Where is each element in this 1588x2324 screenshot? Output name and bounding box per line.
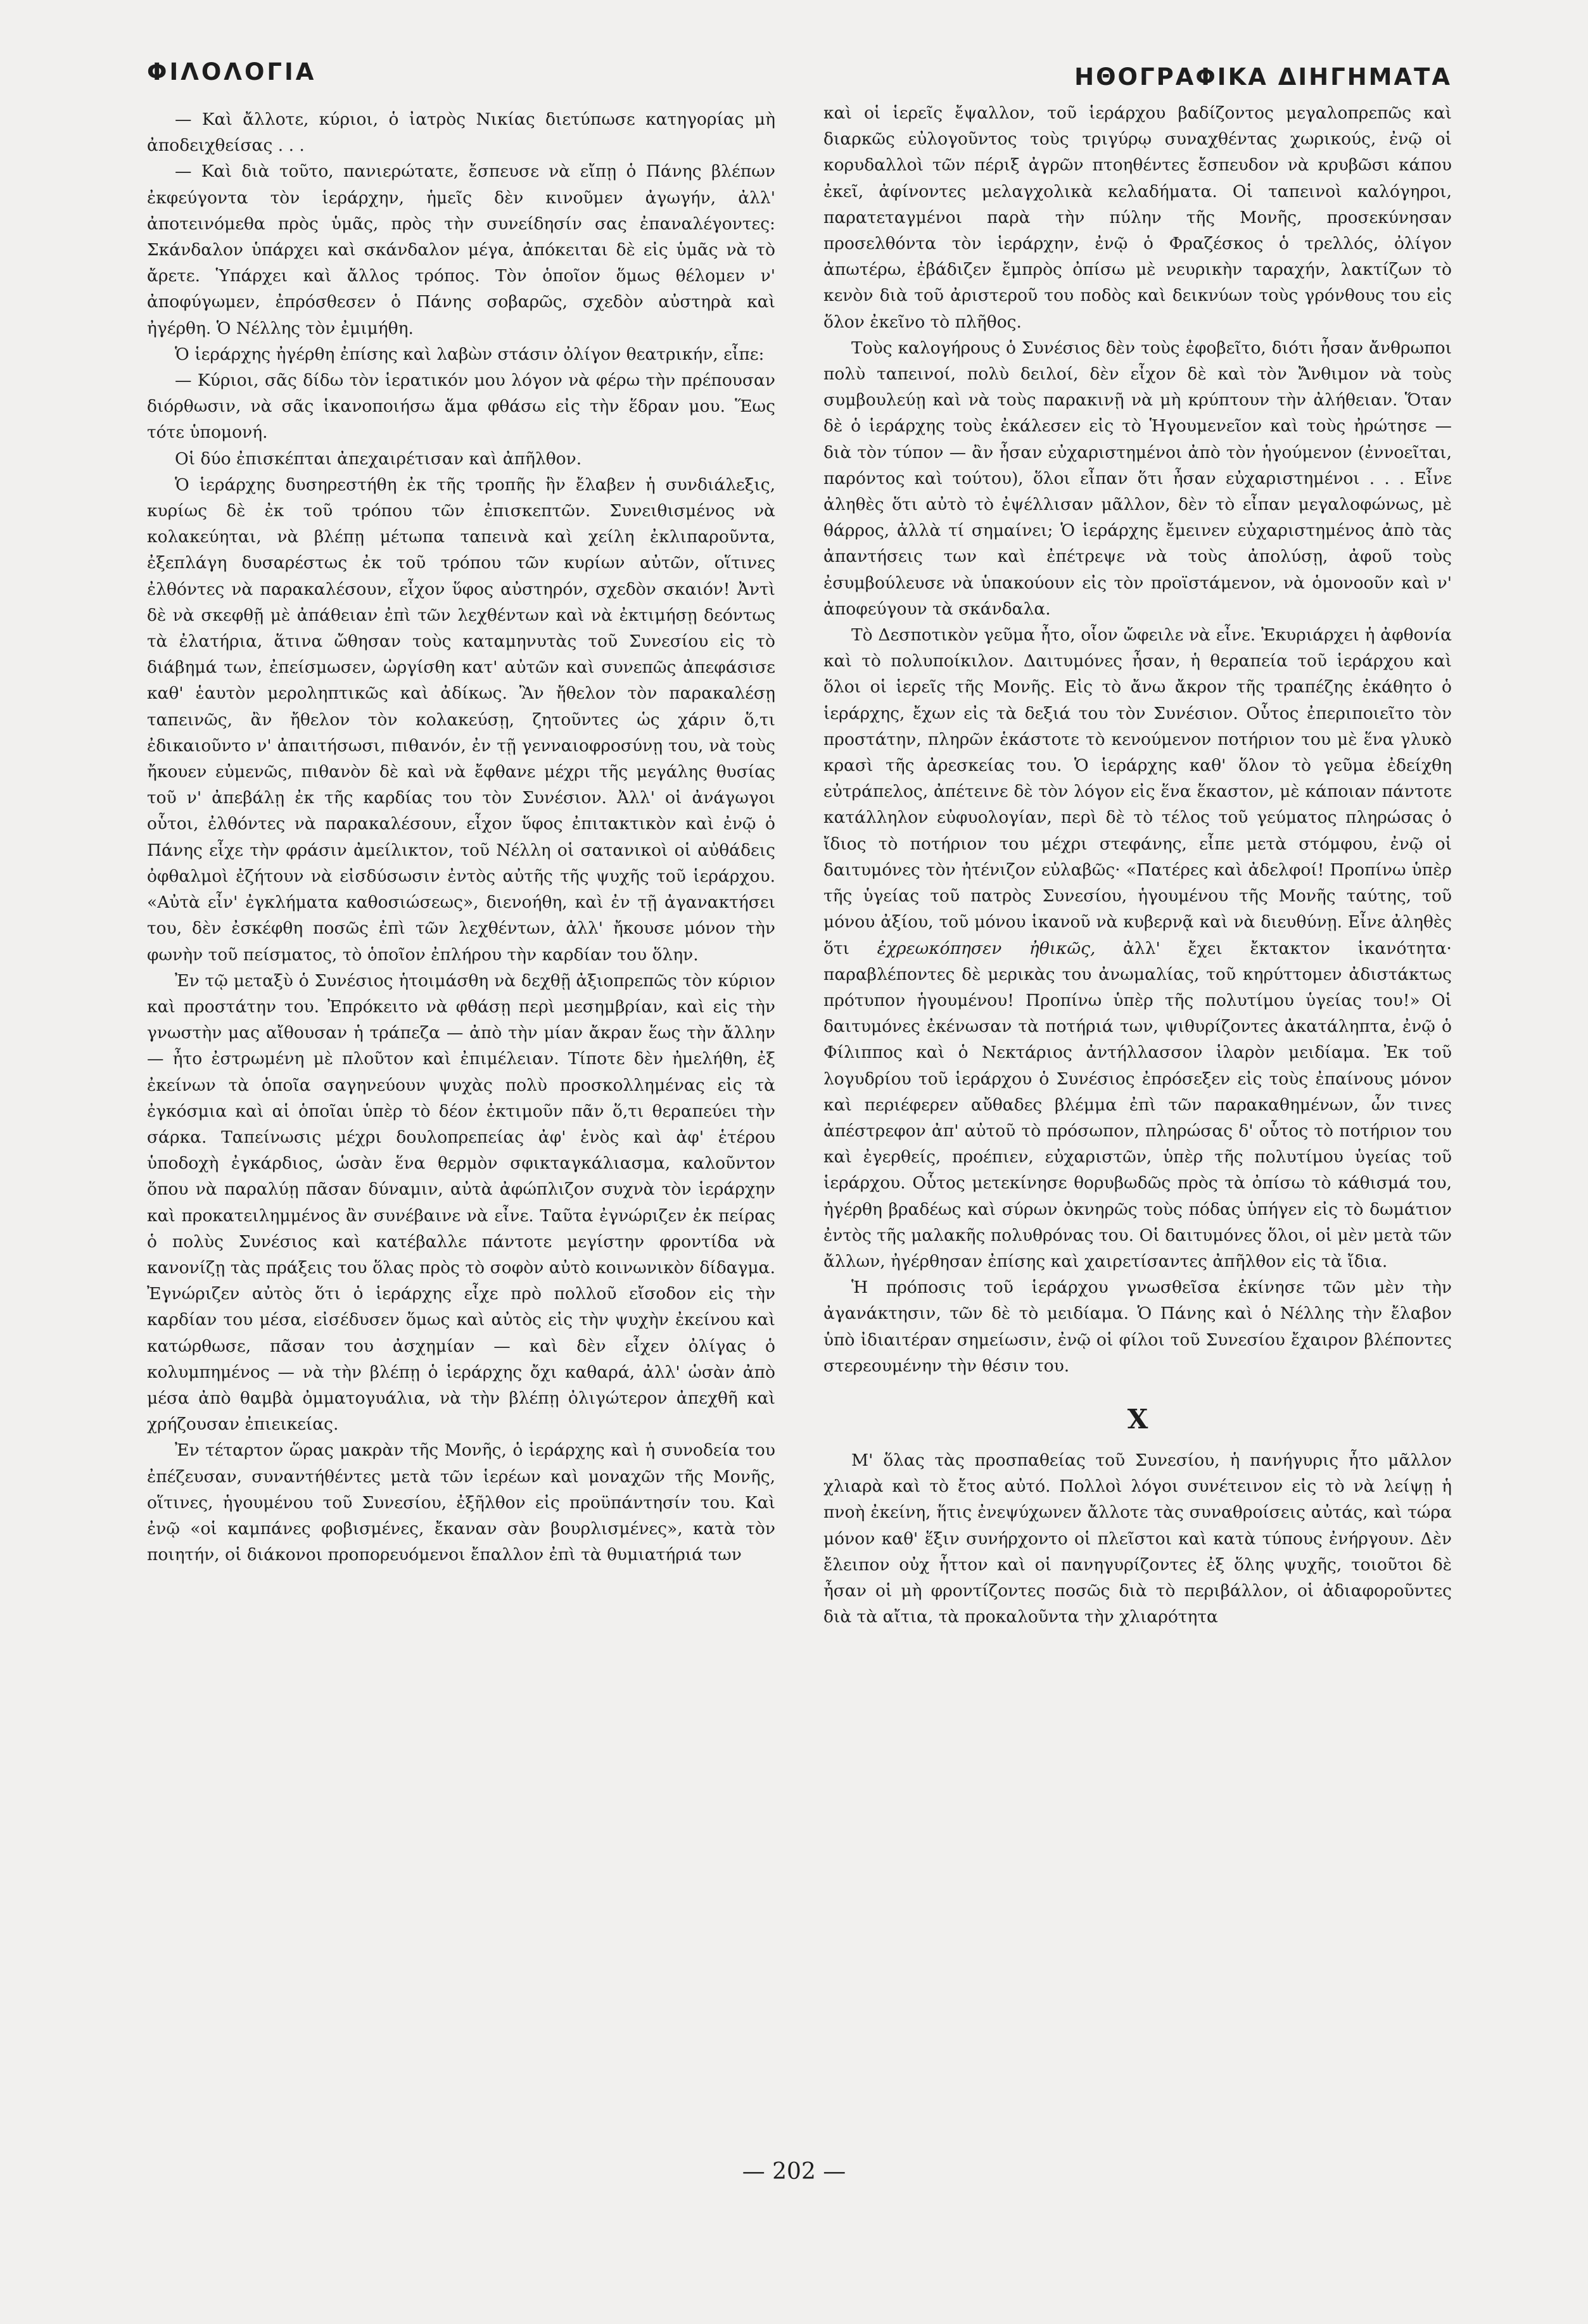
paragraph xyxy=(823,622,1452,1274)
right-text-column xyxy=(823,100,1452,1630)
left-text-column xyxy=(147,106,775,1568)
paragraph: Οἱ δύο ἐπισκέπται ἀπεχαιρέτισαν καὶ ἀπῆλθον. xyxy=(175,448,582,469)
paragraph-text: Τὸ Δεσποτικὸν γεῦμα ἦτο, οἷον ὤφειλε νὰ εἶνε. Ἐκυριάρχει ἡ ἀφθονία καὶ τὸ πολυποίκιλον. Δαιτυμόνες ἦσαν, ἡ θεραπεία τοῦ ἱεράρχου καὶ ὅλοι οἱ ἱερεῖς τῆς Μονῆς. Εἰς τὸ ἄνω ἄκρον τῆς τραπέζης ἐκάθητο ὁ ἱεράρχης, ἔχων εἰς τὰ δεξιά του τὸν Συνέσιον. Οὗτος ἐπεριποιεῖτο τὸν προστάτην, πληρῶν ἑκάστοτε τὸ κενούμενον ποτήριον του μὲ ἕνα γλυκὸ κρασὶ τῆς ἀρεσκείας του. Ὁ ἱεράρχης καθ' ὅλον τὸ γεῦμα ἐδείχθη εὐτράπελος, ἀπέτεινε δὲ τὸν λόγον εἰς ἕνα ἕκαστον, μὲ κάποιαν πάντοτε κατάλληλον εὐφυολογίαν, περὶ δὲ τὸ τέλος τοῦ γεύματος πληρώσας ὁ ἴδιος τὸ ποτήριον του μέχρι στεφάνης, εἶπε μετὰ στόμφου, ἐνῷ οἱ δαιτυμόνες τὸν ἠτένιζον εὐλαβῶς· «Πατέρες καὶ ἀδελφοί! Προπίνω ὑπὲρ τῆς ὑγείας τοῦ πατρὸς Συνεσίου, ἡγουμένου τῆς Μονῆς ταύτης, τοῦ μόνου ἀξίου, τοῦ μόνου ἱκανοῦ νὰ κυβερνᾷ καὶ νὰ διευθύνῃ. Εἶνε ἀληθὲς ὅτι xyxy=(823,625,1452,958)
page-number: — 202 — xyxy=(742,2159,846,2185)
paragraph: Ἐν τῷ μεταξὺ ὁ Συνέσιος ἡτοιμάσθη νὰ δεχθῇ ἀξιοπρεπῶς τὸν κύριον καὶ προστάτην του. Ἐπρόκειτο νὰ φθάσῃ περὶ μεσημβρίαν, καὶ εἰς τὴν γνωστὴν μας αἴθουσαν ἡ τράπεζα — ἀπὸ τὴν μίαν ἄκραν ἕως τὴν ἄλλην — ἦτο ἐστρωμένη μὲ πλοῦτον καὶ ἐπιμέλειαν. Τίποτε δὲν ἠμελήθη, ἐξ ἐκείνων τὰ ὁποῖα σαγηνεύουν ψυχὰς πολὺ προσκολλημένας εἰς τὰ ἐγκόσμια καὶ αἱ ὁποῖαι ὑπὲρ τὸ δέον ἐκτιμοῦν πᾶν ὅ,τι θεραπεύει τὴν σάρκα. Ταπείνωσις μέχρι δουλοπρεπείας ἀφ' ἑνὸς καὶ ἀφ' ἑτέρου ὑποδοχὴ ἐγκάρδιος, ὡσὰν ἕνα θερμὸν σφικταγκάλιασμα, καλοῦντον ὅπου νὰ παραλύῃ πᾶσαν δύναμιν, αὐτὰ ἀφώπλιζον συχνὰ τὸν ἱεράρχην καὶ προκατειλημμένος ἂν συνέβαινε νὰ εἶνε. Ταῦτα ἐγνώριζεν ἐκ πείρας ὁ πολὺς Συνέσιος καὶ κατέβαλλε πάντοτε μεγίστην φροντίδα νὰ κανονίζῃ τὰς πράξεις του ὅλας πρὸς τὸ σοφὸν αὐτὸ κοινωνικὸν δίδαγμα. Ἐγνώριζεν αὐτὸς ὅτι ὁ ἱεράρχης εἶχε πρὸ πολλοῦ εἴσοδον εἰς τὴν καρδίαν του μέσα, εἰσέδυσεν ὅμως καὶ αὐτὸς εἰς τὴν ψυχὴν ἐκείνου καὶ κατώρθωσε, πᾶσαν του ἀσχημίαν — καὶ δὲν εἶχεν ὀλίγας ὁ κολυμπημένος — νὰ τὴν βλέπῃ ὁ ἱεράρχης ὄχι καθαρά, ἀλλ' ὡσὰν ἀπὸ μέσα ἀπὸ θαμβὰ ὀμματογυάλια, νὰ τὴν βλέπῃ ὀλιγώτερον ἀπεχθῆ καὶ χρήζουσαν ἐπιεικείας. xyxy=(147,970,775,1435)
paragraph: — Καὶ διὰ τοῦτο, πανιερώτατε, ἔσπευσε νὰ εἴπῃ ὁ Πάνης βλέπων ἐκφεύγοντα τὸν ἱεράρχην, ἡμεῖς δὲν κινοῦμεν ἀγωγήν, ἀλλ' ἀποτεινόμεθα πρὸς ὑμᾶς, πρὸς τὴν συνείδησίν σας ἐπαναλέγοντες: Σκάνδαλον ὑπάρχει καὶ σκάνδαλον μέγα, ἀπόκειται δὲ εἰς ὑμᾶς νὰ τὸ ἄρετε. Ὑπάρχει καὶ ἄλλος τρόπος. Τὸν ὁποῖον ὅμως θέλομεν ν' ἀποφύγωμεν, ἐπρόσθεσεν ὁ Πάνης σοβαρῶς, σχεδὸν αὐστηρὰ καὶ ἠγέρθη. Ὁ Νέλλης τὸν ἐμιμήθη. xyxy=(147,162,775,338)
paragraph: Τοὺς καλογήρους ὁ Συνέσιος δὲν τοὺς ἐφοβεῖτο, διότι ἦσαν ἄνθρωποι πολὺ ταπεινοί, πολὺ δειλοί, δὲν εἶχον δὲ καὶ τὸν Ἄνθιμον νὰ τοὺς συμβουλεύῃ καὶ νὰ τοὺς παρακινῇ νὰ μὴ κρύπτουν τὴν ἀλήθειαν. Ὅταν δὲ ὁ ἱεράρχης τοὺς ἐκάλεσεν εἰς τὸ Ἡγουμενεῖον καὶ τοὺς ἠρώτησε — διὰ τὸν τύπον — ἂν ἦσαν εὐχαριστημένοι ἀπὸ τὸν ἡγούμενον (ἐννοεῖται, παρόντος καὶ τούτου), ὅλοι εἶπαν ὅτι ἦσαν εὐχαριστημένοι . . . Εἶνε ἀληθὲς ὅτι αὐτὸ τὸ ἐψέλλισαν μᾶλλον, δὲν τὸ εἶπαν μεγαλοφώνως, μὲ θάρρος, ἀλλὰ τί σημαίνει; Ὁ ἱεράρχης ἔμεινεν εὐχαριστημένος ἀπὸ τὰς ἀπαντήσεις των καὶ ἐπέτρεψε νὰ τοὺς ἀπολύσῃ, ἀφοῦ τοὺς ἐσυμβούλευσε νὰ ὑπακούουν εἰς τὸν προϊστάμενον, νὰ ὁμονοοῦν καὶ ν' ἀποφεύγουν τὰ σκάνδαλα. xyxy=(823,338,1452,619)
paragraph: Ὁ ἱεράρχης ἠγέρθη ἐπίσης καὶ λαβὼν στάσιν ὀλίγον θεατρικήν, εἶπε: xyxy=(175,344,765,364)
header-chapter-title: ΗΘΟΓΡΑΦΙΚΑ ΔΙΗΓΗΜΑΤΑ xyxy=(1074,63,1452,91)
paragraph: καὶ οἱ ἱερεῖς ἔψαλλον, τοῦ ἱεράρχου βαδίζοντος μεγαλοπρεπῶς καὶ διαρκῶς εὐλογοῦντος τοὺς τριγύρῳ συναχθέντας χωρικούς, ἐνῷ οἱ κορυδαλλοὶ τῶν πέριξ ἀγρῶν πτοηθέντες ἔσπευδον νὰ κρυβῶσι κάπου ἐκεῖ, ἀφίνοντες μελαγχολικὰ κελαδήματα. Οἱ ταπεινοὶ καλόγηροι, παρατεταγμένοι παρὰ τὴν πύλην τῆς Μονῆς, προσεκύνησαν προσελθόντα τὸν ἱεράρχην, ἐνῷ ὁ Φραζέσκος ὁ τρελλός, ὀλίγον ἀπωτέρω, ἐβάδιζεν ἔμπρὸς ὀπίσω μὲ νευρικὴν ταραχήν, λακτίζων τὸ κενὸν διὰ τοῦ ἀριστεροῦ του ποδὸς καὶ δεικνύων τοὺς γρόνθους του εἰς ὅλον ἐκεῖνο τὸ πλῆθος. xyxy=(823,103,1452,332)
paragraph: — Κύριοι, σᾶς δίδω τὸν ἱερατικόν μου λόγον νὰ φέρω τὴν πρέπουσαν διόρθωσιν, νὰ σᾶς ἱκανοποιήσω ἅμα φθάσω εἰς τὴν ἕδραν μου. Ἕως τότε ὑπομονή. xyxy=(147,371,775,443)
section-heading: Χ xyxy=(1127,1403,1148,1435)
paragraph-text: ἀλλ' ἔχει ἔκτακτον ἱκανότητα· παραβλέποντες δὲ μερικὰς του ἀνωμαλίας, τοῦ κηρύττομεν ἀδιστάκτως πρότυπον ἡγουμένου! Προπίνω ὑπὲρ τῆς πολυτίμου ὑγείας του!» Οἱ δαιτυμόνες ἐκένωσαν τὰ ποτήριά των, ψιθυρίζοντες ἀκατάληπτα, ἐνῷ ὁ Φίλιππος καὶ ὁ Νεκτάριος ἀντήλλασσον ἱλαρὸν μειδίαμα. Ἐκ τοῦ λογυδρίου τοῦ ἱεράρχου ὁ Συνέσιος ἐπρόσεξεν εἰς τοὺς ἐπαίνους μόνον καὶ περιέφερεν αὔθαδες βλέμμα ἐπὶ τῶν παρακαθημένων, ὧν τινες ἀπέστρεφον ἀπ' αὐτοῦ τὸ πρόσωπον, πληρώσας δ' οὗτος τὸ ποτήριον του καὶ ἐγερθείς, προέπιεν, εὐχαριστῶν, ὑπὲρ τῆς πολυτίμου ὑγείας τοῦ ἱεράρχου. Οὗτος μετεκίνησε θορυβωδῶς πρὸς τὰ ὀπίσω τὸ κάθισμά του, ἠγέρθη βραδέως καὶ σύρων ὀκνηρῶς τοὺς πόδας ὑπήγεν εἰς τὸ δωμάτιον ἐντὸς τῆς μαλακῆς πολυθρόνας του. Οἱ δαιτυμόνες ὅλοι, οἱ μὲν μετὰ τῶν ἄλλων, ἠγέρθησαν ἐπίσης καὶ χαιρετίσαντες ἀπῆλθον εἰς τὰ ἴδια. xyxy=(823,938,1452,1271)
paragraph: Μ' ὅλας τὰς προσπαθείας τοῦ Συνεσίου, ἡ πανήγυρις ἦτο μᾶλλον χλιαρὰ καὶ τὸ ἔτος αὐτό. Πολλοὶ λόγοι συνέτεινον εἰς τὸ νὰ λείψῃ ἡ πνοὴ ἐκείνη, ἥτις ἐνεψύχωνεν ἄλλοτε τὰς συναθροίσεις αὐτάς, καὶ τώρα μόνον καθ' ἕξιν συνήρχοντο οἱ πλεῖστοι καὶ κατὰ τύπους ἐνήργουν. Δὲν ἔλειπον οὐχ ἧττον καὶ οἱ πανηγυρίζοντες ἐξ ὅλης ψυχῆς, τοιοῦτοι δὲ ἦσαν οἱ μὴ φροντίζοντες ποσῶς διὰ τὸ περιβάλλον, οἱ ἀδιαφοροῦντες διὰ τὰ αἴτια, τὰ προκαλοῦντα τὴν χλιαρότητα xyxy=(823,1450,1452,1627)
paragraph: — Καὶ ἄλλοτε, κύριοι, ὁ ἰατρὸς Νικίας διετύπωσε κατηγορίας μὴ ἀποδειχθείσας . . . xyxy=(147,110,775,156)
running-header xyxy=(147,58,1452,96)
paragraph: Ἐν τέταρτον ὥρας μακρὰν τῆς Μονῆς, ὁ ἱεράρχης καὶ ἡ συνοδεία του ἐπέζευσαν, συναντήθέντες μετὰ τῶν ἱερέων καὶ μοναχῶν τῆς Μονῆς, οἵτινες, ἡγουμένου τοῦ Συνεσίου, ἐξῆλθον εἰς προϋπάντησίν του. Καὶ ἐνῷ «οἱ καμπάνες φοβισμένες, ἔκαναν σὰν βουρλισμένες», κατὰ τὸν ποιητήν, οἱ διάκονοι προπορευόμενοι ἔπαλλον ἐπὶ τὰ θυμιατήριά των xyxy=(147,1440,775,1565)
paragraph: Ὁ ἱεράρχης δυσηρεστήθη ἐκ τῆς τροπῆς ἣν ἔλαβεν ἡ συνδιάλεξις, κυρίως δὲ ἐκ τοῦ τρόπου τῶν ἐπισκεπτῶν. Συνειθισμένος νὰ κολακεύηται, νὰ βλέπῃ μέτωπα ταπεινὰ καὶ χείλη ἐκλιπαροῦντα, ἐξεπλάγη δυσαρέστως ἐκ τοῦ τρόπου τῶν κυρίων αὐτῶν, οἵτινες ἐλθόντες νὰ παρακαλέσουν, εἶχον ὕφος αὐστηρόν, σχεδὸν σκαιόν! Ἀντὶ δὲ νὰ σκεφθῇ μὲ ἀπάθειαν ἐπὶ τῶν λεχθέντων καὶ νὰ ἐκτιμήσῃ δεόντως τὰ ἐλατήρια, ἅτινα ὤθησαν τοὺς καταμηνυτὰς τοῦ Συνεσίου εἰς τὸ διάβημά των, ἐπείσμωσεν, ὠργίσθη κατ' αὐτῶν καὶ συνεπῶς ἀπεφάσισε καθ' ἑαυτὸν μεροληπτικῶς καὶ ἀδίκως. Ἂν ἤθελον τὸν παρακαλέσῃ ταπεινῶς, ἂν ἤθελον τὸν κολακεύσῃ, ζητοῦντες ὡς χάριν ὅ,τι ἐδικαιοῦντο ν' ἀπαιτήσωσι, πιθανόν, ἐν τῇ γενναιοφροσύνῃ του, νὰ τοὺς ἤκουεν εὐμενῶς, πιθανὸν δὲ καὶ νὰ ἔφθανε μέχρι τῆς μεγάλης θυσίας τοῦ ν' ἀπεβάλῃ ἐκ τῆς καρδίας του τὸν Συνέσιον. Ἀλλ' οἱ ἀνάγωγοι οὗτοι, ἐλθόντες νὰ παρακαλέσουν, εἶχον ὕφος ἐπιτακτικὸν καὶ ἐνῷ ὁ Πάνης εἶχε τὴν φράσιν ἀμείλικτον, τοῦ Νέλλη οἱ σατανικοὶ οἱ αὐθάδεις ὀφθαλμοὶ ἐζήτουν νὰ εἰσδύσωσιν ἐντὸς αὐτῆς τῆς ψυχῆς τοῦ ἱεράρχου. «Αὐτὰ εἶν' ἐγκλήματα καθοσιώσεως», διενοήθη, καὶ ἐν τῇ ἀγανακτήσει του, δὲν ἐσκέφθη ποσῶς ἐπὶ τῶν λεχθέντων, ἀλλ' ἤκουσε μόνον τὴν φωνὴν τοῦ πείσματος, τὸ ὁποῖον ἐπλήρου τὴν καρδίαν του ὅλην. xyxy=(147,474,775,965)
italic-phrase: ἐχρεωκόπησεν ἠθικῶς, xyxy=(877,938,1096,958)
header-section-title: ΦΙΛΟΛΟΓΙΑ xyxy=(147,58,317,86)
paragraph: Ἡ πρόποσις τοῦ ἱεράρχου γνωσθεῖσα ἐκίνησε τῶν μὲν τὴν ἀγανάκτησιν, τῶν δὲ τὸ μειδίαμα. Ὁ Πάνης καὶ ὁ Νέλλης τὴν ἔλαβον ὑπὸ ἰδιαιτέραν σημείωσιν, ἐνῷ οἱ φίλοι τοῦ Συνεσίου ἔχαιρον βλέποντες στερεουμένην τὴν θέσιν του. xyxy=(823,1278,1452,1376)
